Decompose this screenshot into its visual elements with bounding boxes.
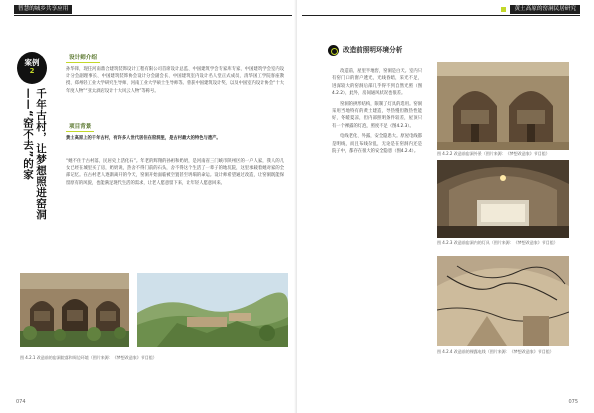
accent-square (501, 7, 506, 12)
header-rule (14, 15, 292, 16)
cave-interior-lamp-photo (437, 160, 569, 238)
village-hills-photo (137, 273, 288, 347)
cave-exterior-photo (437, 62, 569, 150)
designer-intro-paragraph: 孙华锋，现任河南鼎合建筑装饰设计工程有限公司首席设计总监、中国建筑学会专家库专家、中国建筑学会室内设计分会副理事长、中国建筑装饰协会设计分会副会长、中国建筑室内设计名人堂正式成员、清华国工学院客座教授、郑州轻工业大学研究生导师、河南工业大学硕士生导师等。曾获中国建筑设计奖、以及中国室内设计协会“十大年度人物”“亚太酒店设计十大风云人物”等称号。 (66, 67, 284, 94)
lighting-paragraph-2: 窑洞的拱形结构，限制了灯具的选用。窑洞采用当地特有的黄土建造，导热慢但散热性能好，冬暖夏凉，但内部照明条件较差，屋顶只有一个裸露的灯泡，照度不足（图4.2.3）。 (332, 101, 422, 129)
case-badge (17, 52, 47, 84)
figure-caption-r2: 图 4.2.3 改造前窑洞内的灯具（图片来源：《梦想改造家》节目组） (437, 240, 558, 245)
section-head-background: 项目背景 (66, 124, 94, 132)
case-number: 2 (29, 67, 35, 75)
section-title-lighting: 改造前照明环境分析 (343, 46, 403, 54)
exposed-wiring-photo (437, 256, 569, 346)
project-lead-paragraph: 黄土高原上的千年古村，有许多人世代居住在窑洞里，是古村最大的特色与遗产。 (66, 136, 221, 141)
running-header-left (14, 4, 292, 16)
page-number-left: 074 (16, 399, 26, 405)
cave-courtyard-photo (20, 273, 129, 347)
header-tag-left: 智慧的城乡共享应用 (14, 5, 72, 14)
lighting-paragraph-1: 改造前，屋里半地窖，窑洞是白天。室内只有窑门口的窗户透光，光线昏暗，采光不足，进深较大的窑洞后部几乎得不到自然光照（图4.2.2），此外，房间通风状况也很差。 (332, 69, 422, 97)
section-head-lighting (328, 45, 478, 57)
case-label: 案例 (24, 58, 40, 67)
case-title: 千年古村，让梦想照进窑洞——“窑不去”的家 (22, 88, 47, 220)
figure-caption-left: 图 4.2.1 改造前的窑洞院落和周边环境（图片来源：《梦想改造家》节目组） (20, 355, 157, 360)
project-body-paragraph: “她不住于古村落，民居史上活化石”。年老的辉翔的孙祖和奶奶，是河南省三门峡市陕州区的一户人家，我人的儿女已经在城里买了房，奶奶说，热舍不得门前的石头，舍不得这个生活了一辈子的地坑院，这里承载着她对家的全部记忆。在古村老人逐渐离开的今天，窑洞开始面临被空置甚至坍塌的命运。设计师希望通过改造，让窑洞既能保留原有的风貌，也能满足现代生活的需求，让老人愿意留下来，让年轻人愿意回来。 (66, 159, 284, 186)
figure-caption-r1: 图 4.2.2 改造前窑洞外景（图片来源：《梦想改造家》节目组） (437, 151, 550, 156)
header-tag-right: 黄土高原的窑洞民居研究 (510, 5, 580, 14)
lighting-analysis-text (332, 68, 422, 158)
header-rule (302, 15, 580, 16)
lighting-paragraph-3: 电线老化、外露，安全隐患大。原屋电线都是明线，而且布线杂乱，无论是在窑洞内还是院子中，都存在很大的安全隐患（图4.2.4）。 (332, 134, 422, 155)
page-number-right: 075 (568, 399, 578, 405)
figure-caption-r3: 图 4.2.4 改造前的裸露电线（图片来源：《梦想改造家》节目组） (437, 349, 554, 354)
section-head-designer: 设计师介绍 (66, 55, 100, 63)
running-header-right (302, 4, 580, 16)
camera-lens-icon (328, 45, 339, 56)
